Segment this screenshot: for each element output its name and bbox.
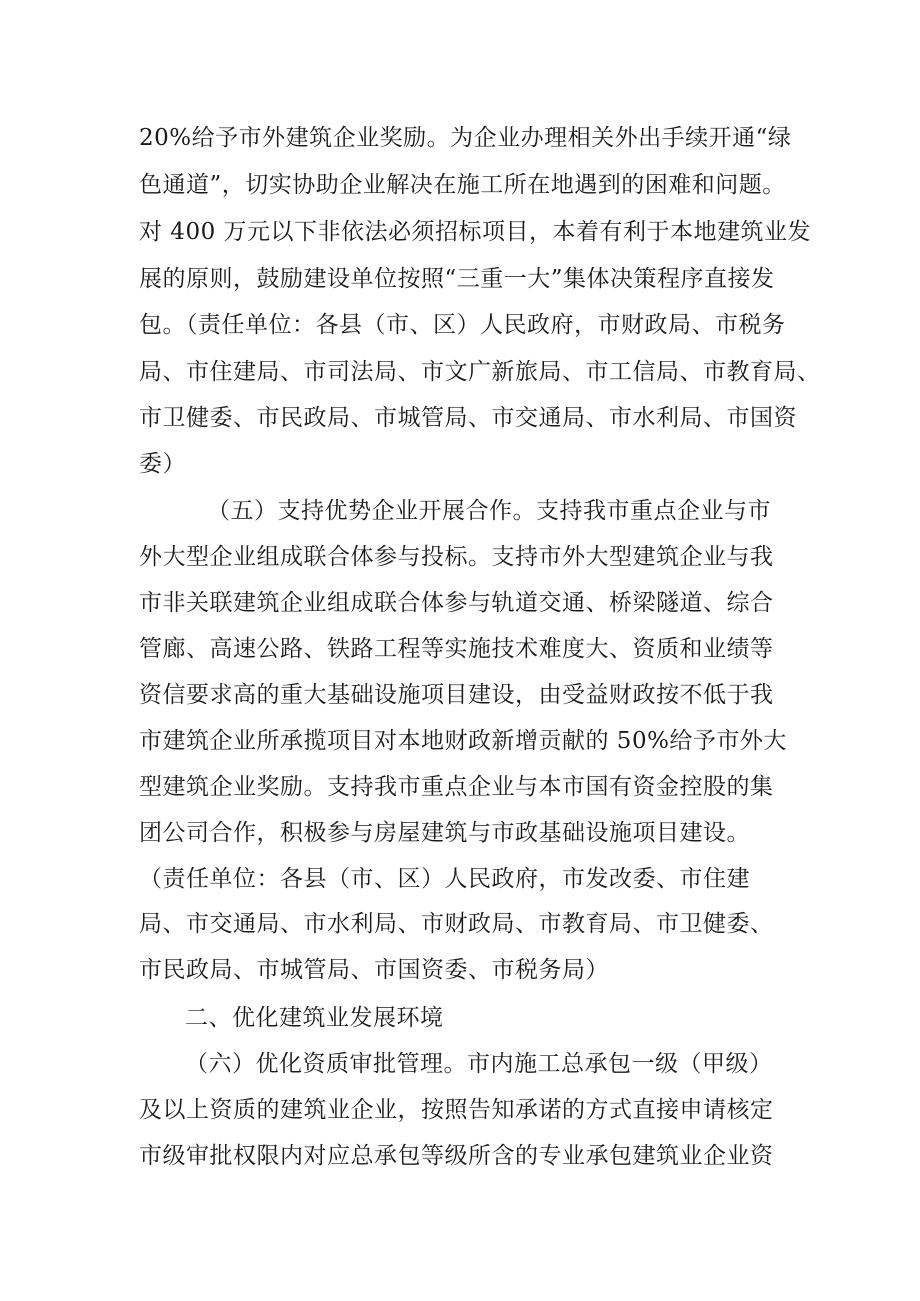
paragraph-line: 市民政局、市城管局、市国资委、市税务局）	[139, 957, 609, 983]
section-heading-5: （五）支持优势企业开展合作。支持我市重点企业与市	[207, 498, 771, 524]
section-heading-6: （六）优化资质审批管理。市内施工总承包一级（甲级）	[185, 1051, 773, 1077]
paragraph-line: 市卫健委、市民政局、市城管局、市交通局、市水利局、市国资	[139, 405, 797, 431]
paragraph-line: 色通道”，切实协助企业解决在施工所在地遇到的困难和问题。	[139, 172, 786, 198]
paragraph-line: 及以上资质的建筑业企业，按照告知承诺的方式直接申请核定	[139, 1097, 774, 1123]
paragraph-line: 20%给予市外建筑企业奖励。为企业办理相关外出手续开通“绿	[139, 125, 792, 151]
paragraph-line: 资信要求高的重大基础设施项目建设，由受益财政按不低于我	[139, 682, 774, 708]
paragraph-line: 型建筑企业奖励。支持我市重点企业与本市国有资金控股的集	[139, 774, 774, 800]
paragraph-line: 管廊、高速公路、铁路工程等实施技术难度大、资质和业绩等	[139, 636, 774, 662]
paragraph-line: 包。（责任单位：各县（市、区）人民政府，市财政局、市税务	[139, 312, 786, 338]
paragraph-line: 对 400 万元以下非依法必须招标项目，本着有利于本地建筑业发	[139, 219, 812, 245]
paragraph-line: 展的原则，鼓励建设单位按照“三重一大”集体决策程序直接发	[139, 266, 775, 292]
paragraph-line: 局、市住建局、市司法局、市文广新旅局、市工信局、市教育局、	[139, 359, 821, 385]
paragraph-line: 团公司合作，积极参与房屋建筑与市政基础设施项目建设。	[139, 820, 750, 846]
paragraph-line: 市建筑企业所承揽项目对本地财政新增贡献的 50%给予市外大	[139, 728, 787, 754]
chapter-heading-2: 二、优化建筑业发展环境	[185, 1005, 444, 1031]
paragraph-line: 委）	[139, 451, 186, 477]
paragraph-line: （责任单位：各县（市、区）人民政府，市发改委、市住建	[139, 866, 750, 892]
paragraph-line: 局、市交通局、市水利局、市财政局、市教育局、市卫健委、	[139, 911, 774, 937]
paragraph-line: 市级审批权限内对应总承包等级所含的专业承包建筑业企业资	[139, 1143, 774, 1169]
paragraph-line: 市非关联建筑企业组成联合体参与轨道交通、桥梁隧道、综合	[139, 590, 774, 616]
paragraph-line: 外大型企业组成联合体参与投标。支持市外大型建筑企业与我	[139, 544, 774, 570]
